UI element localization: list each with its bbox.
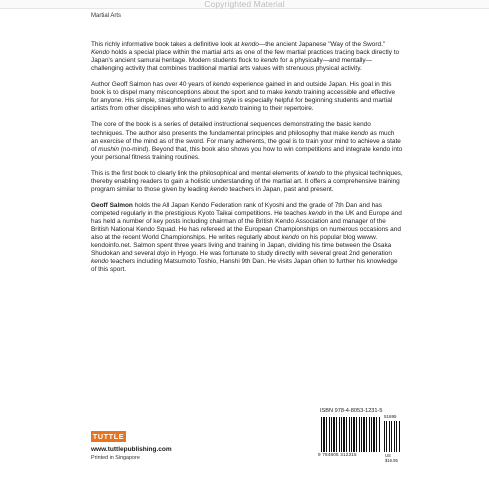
barcode (318, 414, 400, 463)
paragraph-first-book: This is the first book to clearly link the philosophical and mental elements of kendo to the physical techniques, thereby enabling readers to gain a holistic understanding of the martial art. It offers a comprehensive training program similar to those given by leading kendo teachers in Japan, past and present. (91, 169, 403, 193)
italic-term: kendo (284, 89, 303, 97)
italic-term: kendo (350, 129, 369, 137)
italic-term: kendo (307, 169, 326, 177)
italic-term: kendo (210, 185, 228, 193)
paragraph-intro: This richly informative book takes a definitive look at kendo—the ancient Japanese "Way of the Sword." Kendo holds a special place within the martial arts as one of the few martial practices tracing back directly to Japan's ancient samurai heritage. Modern students flock to kendo for a physically—and mentally—challenging activity that combines traditional martial arts values with strenuous physical activity. (91, 41, 400, 73)
price-label: US $16.95 (385, 453, 398, 463)
category-label: Martial Arts (91, 13, 122, 19)
italic-term: dojo (156, 250, 170, 258)
italic-term: mushin (98, 145, 119, 153)
barcode-digits: 9 784805 312315 (318, 452, 357, 457)
barcode-addon-bars (384, 421, 400, 452)
italic-term: kendo (241, 41, 259, 48)
italic-term: kendo (91, 258, 109, 266)
barcode-addon-digits: 51695 (384, 414, 397, 419)
printed-in-label: Printed in Singapore (91, 455, 140, 461)
back-cover-body (91, 41, 403, 274)
isbn-label: ISBN 978-4-8053-1231-5 (320, 408, 383, 414)
italic-term: kendo (281, 234, 300, 242)
bold-name: Geoff Salmon (91, 201, 133, 209)
paragraph-author-goal: Author Geoff Salmon has over 40 years of kendo experience gained in and outside Japan. His goal in this book is to dispel many misconceptions about the sport and to make kendo training accessible and effective for anyone. His simple, straightforward writing style is especially helpful for beginning students and martial artists from other disciplines who wish to add kendo training to their repertoire. (91, 81, 396, 113)
italic-term: kendo (260, 57, 279, 65)
italic-term: kendo (212, 81, 231, 89)
paragraph-author-bio: Geoff Salmon holds the All Japan Kendo Federation rank of Kyoshi and the grade of 7th Dan and has competed regularly in the prestigious Kyoto Taikai competitions. He teaches kendo in the UK and Europe and has held a number of key posts including chairman of the British Kendo Association and manager of the British National Kendo Squad. He has refereed at the European Championships on numerous occasions and also at the recent World Championships. He writes regularly about kendo on his popular blog wwww. kendoinfo.net. Salmon spent three years living and training in Japan, dividing his time between the Osaka Shudokan and several dojo in Hyogo. He was fortunate to study directly with several great 2nd generation kendo teachers including Matsumoto Toshio, Hanshi 9th Dan. He visits Japan often to further his knowledge of this sport. (91, 201, 402, 274)
italic-term: Kendo (91, 49, 110, 57)
italic-term: kendo (308, 209, 326, 217)
barcode-bars (321, 417, 381, 452)
tuttle-logo: TUTTLE (92, 432, 125, 441)
copyright-watermark: Copyrighted Material (204, 0, 285, 9)
paragraph-core: The core of the book is a series of detailed instructional sequences demonstrating the basic kendo techniques. The author also presents the fundamental principles and philosophy that make kendo as much an exercise of the mind as of the sword. For many adherents, the goal is to train your mind to achieve a state of mushin (no-mind). Beyond that, this book also shows you how to win competitions and integrate kendo into your personal fitness training routines. (91, 121, 403, 161)
italic-term: kendo (220, 105, 239, 113)
publisher-website: www.tuttlepublishing.com (91, 446, 172, 453)
